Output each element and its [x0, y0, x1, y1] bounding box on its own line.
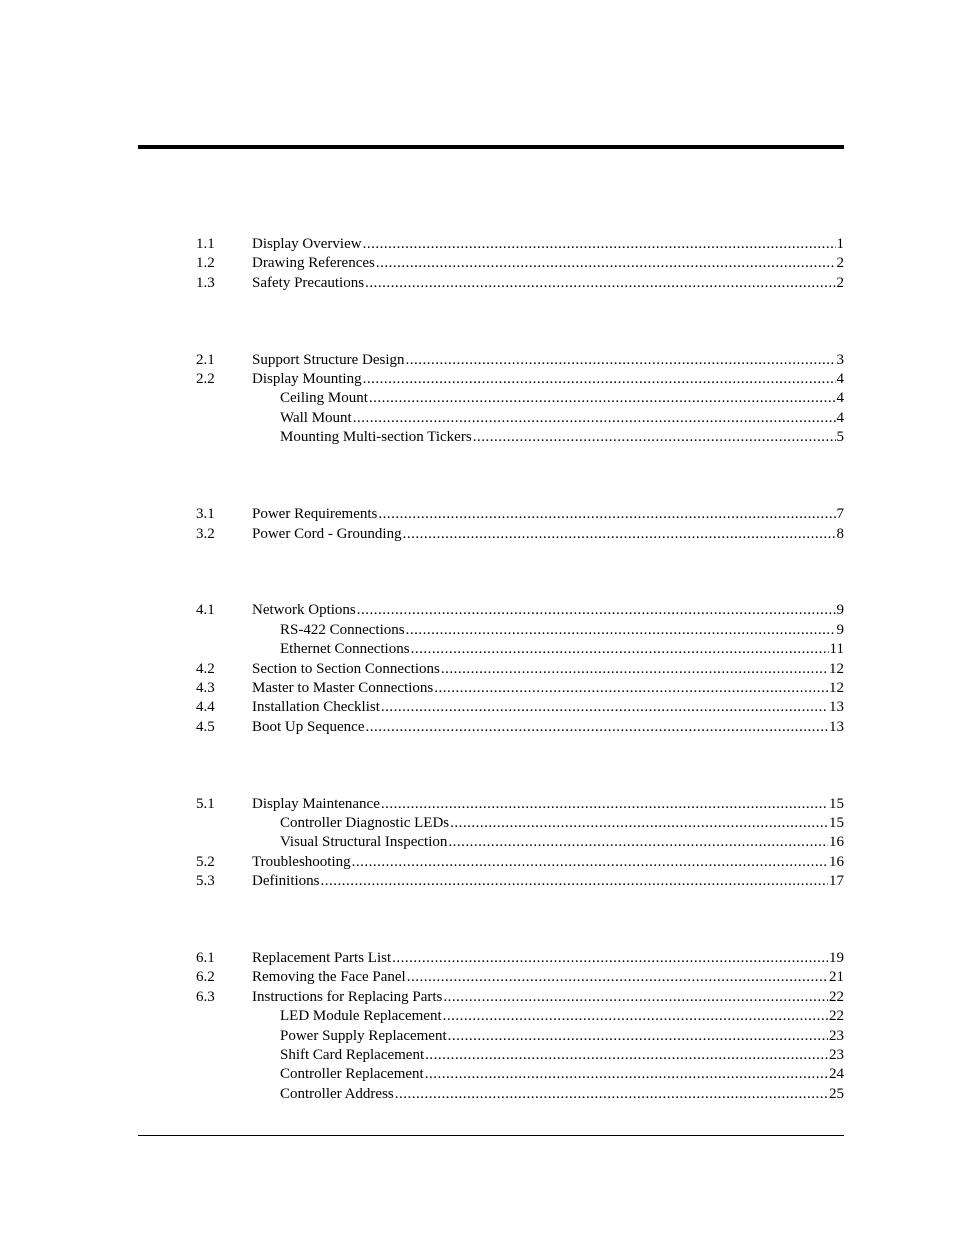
toc-entry-number: 4.1 — [196, 602, 215, 619]
toc-section — [196, 235, 844, 293]
toc-entry-line — [252, 274, 844, 293]
toc-page-number: 3 — [836, 351, 844, 368]
toc-page-number: 4 — [836, 371, 844, 388]
toc-page-number: 9 — [836, 602, 844, 619]
toc-dot-leader — [365, 718, 828, 737]
toc-entry-line — [280, 814, 844, 833]
toc-entry-number: 1.2 — [196, 255, 215, 272]
toc-entry-title: Display Maintenance — [252, 795, 380, 812]
toc-entry-title: Troubleshooting — [252, 853, 351, 870]
toc-entry[interactable] — [196, 254, 844, 273]
toc-entry-number: 1.3 — [196, 274, 215, 291]
toc-entry-title: Power Requirements — [252, 506, 378, 523]
toc-entry-line — [252, 525, 844, 544]
toc-entry[interactable] — [196, 601, 844, 620]
toc-page-number: 1 — [836, 236, 844, 252]
toc-entry-line — [252, 679, 844, 698]
toc-dot-leader — [363, 370, 836, 389]
toc-subentry[interactable] — [196, 389, 844, 408]
toc-dot-leader — [405, 351, 835, 370]
toc-subentry[interactable] — [196, 1046, 844, 1065]
toc-entry[interactable] — [196, 698, 844, 717]
toc-entry-title: Controller Address — [280, 1085, 394, 1102]
toc-entry[interactable] — [196, 872, 844, 891]
toc-entry[interactable] — [196, 235, 844, 254]
toc-page-number: 13 — [829, 718, 844, 735]
toc-entry-line — [252, 660, 844, 679]
toc-page-number: 16 — [829, 834, 844, 851]
toc-entry-title: Display Mounting — [252, 371, 362, 388]
toc-entry-title: Visual Structural Inspection — [280, 834, 448, 851]
toc-page-number: 22 — [829, 1008, 844, 1025]
toc-page-number: 24 — [829, 1066, 844, 1083]
toc-page-number: 12 — [829, 660, 844, 677]
toc-entry-number: 6.3 — [196, 988, 215, 1005]
toc-entry-title: Drawing References — [252, 255, 375, 272]
toc-entry-title: Display Overview — [252, 236, 362, 252]
toc-page-number: 19 — [829, 950, 844, 967]
toc-entry-line — [280, 1046, 844, 1065]
toc-entry-line — [280, 409, 844, 428]
toc-dot-leader — [450, 814, 828, 833]
toc-page-number: 22 — [829, 988, 844, 1005]
header-rule — [138, 145, 844, 149]
toc-page-number: 13 — [829, 699, 844, 716]
toc-dot-leader — [321, 872, 829, 891]
toc-subentry[interactable] — [196, 833, 844, 852]
toc-entry-line — [280, 389, 844, 408]
toc-entry-number: 6.1 — [196, 950, 215, 967]
toc-entry-line — [252, 988, 844, 1007]
toc-dot-leader — [441, 660, 828, 679]
toc-entry[interactable] — [196, 505, 844, 524]
toc-dot-leader — [425, 1046, 828, 1065]
toc-dot-leader — [395, 1085, 828, 1104]
toc-entry-number: 4.5 — [196, 718, 215, 735]
toc-page-number: 15 — [829, 815, 844, 832]
toc-entry-title: Instructions for Replacing Parts — [252, 988, 443, 1005]
toc-section — [196, 949, 844, 1104]
toc-entry[interactable] — [196, 525, 844, 544]
toc-entry-title: Controller Replacement — [280, 1066, 424, 1083]
toc-dot-leader — [353, 409, 836, 428]
toc-entry[interactable] — [196, 853, 844, 872]
toc-entry-title: Network Options — [252, 602, 356, 619]
toc-section — [196, 351, 844, 448]
toc-entry-line — [280, 640, 844, 659]
toc-entry-line — [280, 1065, 844, 1084]
toc-subentry[interactable] — [196, 428, 844, 447]
toc-entry-number: 3.1 — [196, 506, 215, 523]
toc-entry-title: Power Cord - Grounding — [252, 525, 402, 542]
toc-entry-title: Power Supply Replacement — [280, 1027, 447, 1044]
toc-page-number: 12 — [829, 679, 844, 696]
toc-entry-title: Section to Section Connections — [252, 660, 440, 677]
toc-page-number: 23 — [829, 1027, 844, 1044]
toc-page-number: 8 — [836, 525, 844, 542]
toc-entry-line — [252, 949, 844, 968]
toc-entry-title: Ethernet Connections — [280, 641, 410, 658]
toc-entry-line — [252, 235, 844, 254]
toc-dot-leader — [411, 640, 829, 659]
toc-entry-title: Boot Up Sequence — [252, 718, 365, 735]
toc-subentry[interactable] — [196, 1065, 844, 1084]
toc-entry-line — [252, 505, 844, 524]
toc-dot-leader — [357, 601, 836, 620]
toc-entry[interactable] — [196, 679, 844, 698]
toc-dot-leader — [448, 833, 828, 852]
toc-dot-leader — [365, 274, 835, 293]
toc-entry-line — [252, 370, 844, 389]
toc-subentry[interactable] — [196, 1007, 844, 1026]
toc-entry-line — [252, 968, 844, 987]
toc-entry-line — [280, 1007, 844, 1026]
toc-entry-line — [252, 795, 844, 814]
toc-page-number: 23 — [829, 1047, 844, 1064]
toc-entry-title: Master to Master Connections — [252, 679, 434, 696]
toc-entry-line — [280, 428, 844, 447]
toc-dot-leader — [403, 525, 836, 544]
toc-page-number: 11 — [829, 641, 844, 658]
toc-entry[interactable] — [196, 660, 844, 679]
toc-entry[interactable] — [196, 968, 844, 987]
toc-entry-title: Mounting Multi-section Tickers — [280, 429, 472, 446]
toc-section — [196, 795, 844, 892]
toc-entry-line — [252, 872, 844, 891]
toc-entry-title: Wall Mount — [280, 409, 352, 426]
toc-subentry[interactable] — [196, 621, 844, 640]
toc-entry-number: 3.2 — [196, 525, 215, 542]
toc-page-number: 17 — [829, 873, 844, 890]
toc-subentry[interactable] — [196, 814, 844, 833]
toc-section — [196, 601, 844, 737]
toc-entry-line — [252, 254, 844, 273]
toc-entry[interactable] — [196, 718, 844, 737]
toc-entry-title: Support Structure Design — [252, 351, 405, 368]
toc-entry-number: 4.2 — [196, 660, 215, 677]
toc-dot-leader — [473, 428, 836, 447]
toc-dot-leader — [406, 621, 836, 640]
toc-dot-leader — [407, 968, 828, 987]
toc-entry-title: Removing the Face Panel — [252, 969, 406, 986]
toc-entry[interactable] — [196, 949, 844, 968]
toc-dot-leader — [369, 389, 836, 408]
toc-dot-leader — [392, 949, 828, 968]
toc-entry[interactable] — [196, 274, 844, 293]
toc-entry-number: 5.2 — [196, 853, 215, 870]
toc-entry-line — [280, 1085, 844, 1104]
toc-entry-title: Replacement Parts List — [252, 950, 392, 967]
toc-dot-leader — [425, 1065, 828, 1084]
toc-entry-line — [252, 351, 844, 370]
toc-page-number: 25 — [829, 1085, 844, 1102]
toc-subentry[interactable] — [196, 640, 844, 659]
toc-entry-title: Controller Diagnostic LEDs — [280, 815, 450, 832]
toc-entry-line — [280, 833, 844, 852]
toc-dot-leader — [448, 1027, 828, 1046]
footer-rule — [138, 1135, 844, 1136]
toc-dot-leader — [376, 254, 836, 273]
toc-subentry[interactable] — [196, 1027, 844, 1046]
toc-page-number: 9 — [836, 621, 844, 638]
toc-entry-title: LED Module Replacement — [280, 1008, 442, 1025]
table-of-contents — [196, 235, 844, 1162]
toc-entry-line — [252, 698, 844, 717]
toc-page-number: 2 — [836, 274, 844, 291]
toc-page-number: 15 — [829, 795, 844, 812]
toc-entry-title: Shift Card Replacement — [280, 1047, 425, 1064]
toc-entry[interactable] — [196, 370, 844, 389]
toc-entry-line — [252, 853, 844, 872]
toc-entry-number: 1.1 — [196, 236, 215, 252]
toc-entry-number: 4.4 — [196, 699, 215, 716]
toc-dot-leader — [443, 988, 828, 1007]
toc-entry-line — [252, 718, 844, 737]
toc-entry-title: Definitions — [252, 873, 320, 890]
toc-subentry[interactable] — [196, 409, 844, 428]
toc-entry-line — [280, 1027, 844, 1046]
toc-entry-title: Ceiling Mount — [280, 390, 368, 407]
toc-page-number: 5 — [836, 429, 844, 446]
toc-dot-leader — [378, 505, 835, 524]
toc-section — [196, 505, 844, 544]
toc-entry-number: 5.1 — [196, 795, 215, 812]
toc-entry-title: Safety Precautions — [252, 274, 365, 291]
toc-page-number: 16 — [829, 853, 844, 870]
toc-dot-leader — [381, 698, 828, 717]
toc-subentry[interactable] — [196, 1085, 844, 1104]
toc-page-number: 4 — [836, 409, 844, 426]
toc-entry-number: 6.2 — [196, 969, 215, 986]
toc-page-number: 2 — [836, 255, 844, 272]
toc-entry-title: Installation Checklist — [252, 699, 380, 716]
toc-page-number: 4 — [836, 390, 844, 407]
toc-dot-leader — [352, 853, 828, 872]
toc-page-number: 7 — [836, 506, 844, 523]
toc-entry[interactable] — [196, 795, 844, 814]
toc-page-number: 21 — [829, 969, 844, 986]
toc-dot-leader — [434, 679, 828, 698]
toc-entry-number: 2.2 — [196, 371, 215, 388]
toc-dot-leader — [381, 795, 828, 814]
toc-dot-leader — [363, 235, 836, 254]
toc-entry-title: RS-422 Connections — [280, 621, 405, 638]
toc-entry-line — [280, 621, 844, 640]
toc-entry-number: 4.3 — [196, 679, 215, 696]
toc-dot-leader — [443, 1007, 828, 1026]
toc-entry-line — [252, 601, 844, 620]
toc-entry[interactable] — [196, 988, 844, 1007]
toc-entry-number: 2.1 — [196, 351, 215, 368]
toc-entry[interactable] — [196, 351, 844, 370]
toc-entry-number: 5.3 — [196, 873, 215, 890]
